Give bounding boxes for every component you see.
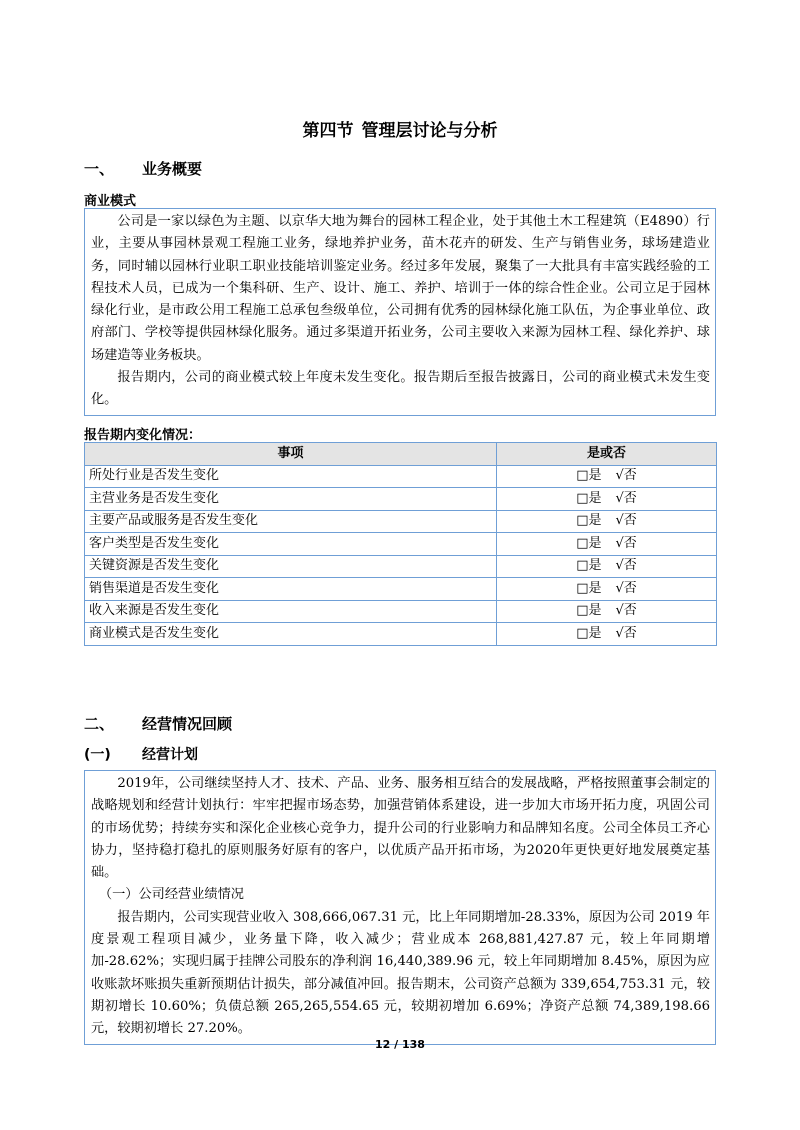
no-checkmark: √否 (615, 558, 637, 574)
yes-checkbox: □是 (576, 490, 602, 506)
subsection-number: (一) (84, 747, 111, 763)
no-checkmark: √否 (615, 603, 637, 619)
yes-no-cell (497, 510, 717, 533)
item-cell: 客户类型是否发生变化 (85, 533, 497, 556)
yes-checkbox: □是 (576, 580, 602, 596)
section-heading-business-overview (84, 158, 202, 179)
no-checkmark: √否 (615, 513, 637, 529)
item-cell: 主要产品或服务是否发生变化 (85, 510, 497, 533)
item-cell: 关键资源是否发生变化 (85, 555, 497, 578)
no-checkmark: √否 (615, 625, 637, 641)
table-row (85, 555, 717, 578)
section-heading-operations-review (84, 713, 232, 734)
business-model-box (84, 208, 716, 416)
no-checkmark: √否 (615, 490, 637, 506)
section-number: 二、 (84, 715, 115, 733)
item-cell: 收入来源是否发生变化 (85, 600, 497, 623)
changes-label: 报告期内变化情况： (84, 428, 202, 443)
no-checkmark: √否 (615, 535, 637, 551)
item-cell: 销售渠道是否发生变化 (85, 578, 497, 601)
yes-no-cell (497, 623, 717, 646)
subsection-heading-business-plan (84, 744, 198, 764)
item-cell: 商业模式是否发生变化 (85, 623, 497, 646)
item-cell: 所处行业是否发生变化 (85, 465, 497, 488)
no-checkmark: √否 (615, 580, 637, 596)
yes-no-cell (497, 555, 717, 578)
table-row (85, 465, 717, 488)
changes-table (84, 442, 717, 646)
section-number: 一、 (84, 160, 115, 178)
column-header-item: 事项 (85, 443, 497, 466)
business-plan-subheading: （一）公司经营业绩情况 (98, 887, 244, 903)
item-cell: 主营业务是否发生变化 (85, 488, 497, 511)
yes-no-cell (497, 488, 717, 511)
yes-checkbox: □是 (576, 535, 602, 551)
title-section-number: 第四节 (302, 121, 354, 141)
yes-checkbox: □是 (576, 558, 602, 574)
yes-checkbox: □是 (576, 513, 602, 529)
yes-no-cell (497, 578, 717, 601)
table-row (85, 600, 717, 623)
section-title: 业务概要 (142, 160, 203, 178)
yes-no-cell (497, 533, 717, 556)
table-header-row (85, 443, 717, 466)
yes-no-cell (497, 600, 717, 623)
yes-checkbox: □是 (576, 625, 602, 641)
business-plan-box (84, 770, 716, 1045)
business-plan-paragraph: 报告期内，公司实现营业收入 308,666,067.31 元，比上年同期增加-28.33%，原因为公司 2019 年度景观工程项目减少，业务量下降，收入减少；营业成本 268,881,427.87 元，较上年同期增加-28.62%；实现归属于挂牌公司股东的净利润 16,440,389.96 元，较上年同期增加 8.45%，原因为应收账款坏账损失重新预期估计损失，部分减值冲回。报告期末，公司资产总额为 339,654,753.31 元，较期初增长 10.60%；负债总额 265,265,554.65 元，较期初增加 6.69%；净资产总额 74,389,198.66 元，较期初增长 27.20%。 (91, 909, 710, 1037)
page-number: 12 / 138 (375, 1038, 425, 1051)
table-row (85, 510, 717, 533)
subsection-title: 经营计划 (142, 747, 198, 763)
business-model-paragraph: 公司是一家以绿色为主题、以京华大地为舞台的园林工程企业，处于其他土木工程建筑（E4890）行业，主要从事园林景观工程施工业务，绿地养护业务，苗木花卉的研发、生产与销售业务，球场建造业务，同时辅以园林行业职工职业技能培训鉴定业务。经过多年发展，聚集了一大批具有丰富实践经验的工程技术人员，已成为一个集科研、生产、设计、施工、养护、培训于一体的综合性企业。公司立足于园林绿化行业，是市政公用工程施工总承包叁级单位，公司拥有优秀的园林绿化施工队伍，为企事业单位、政府部门、学校等提供园林绿化服务。通过多渠道开拓业务，公司主要收入来源为园林工程、绿化养护、球场建造等业务板块。 (91, 214, 710, 363)
table-row (85, 488, 717, 511)
business-model-paragraph: 报告期内，公司的商业模式较上年度未发生变化。报告期后至报告披露日，公司的商业模式未发生变化。 (91, 370, 710, 408)
business-model-label: 商业模式 (84, 194, 137, 209)
table-row (85, 578, 717, 601)
column-header-yes-no: 是或否 (497, 443, 717, 466)
yes-no-cell (497, 465, 717, 488)
section-title: 经营情况回顾 (142, 715, 233, 733)
business-plan-paragraph: 2019年，公司继续坚持人才、技术、产品、业务、服务相互结合的发展战略，严格按照董事会制定的战略规划和经营计划执行：牢牢把握市场态势，加强营销体系建设，进一步加大市场开拓力度，巩固公司的市场优势；持续夯实和深化企业核心竞争力，提升公司的行业影响力和品牌知名度。公司全体员工齐心协力，坚持稳打稳扎的原则服务好原有的客户，以优质产品开拓市场，为2020年更快更好地发展奠定基础。 (91, 776, 710, 881)
yes-checkbox: □是 (576, 603, 602, 619)
title-text: 管理层讨论与分析 (361, 121, 498, 141)
no-checkmark: √否 (615, 468, 637, 484)
table-row (85, 533, 717, 556)
yes-checkbox: □是 (576, 468, 602, 484)
table-row (85, 623, 717, 646)
page-title (0, 116, 800, 141)
